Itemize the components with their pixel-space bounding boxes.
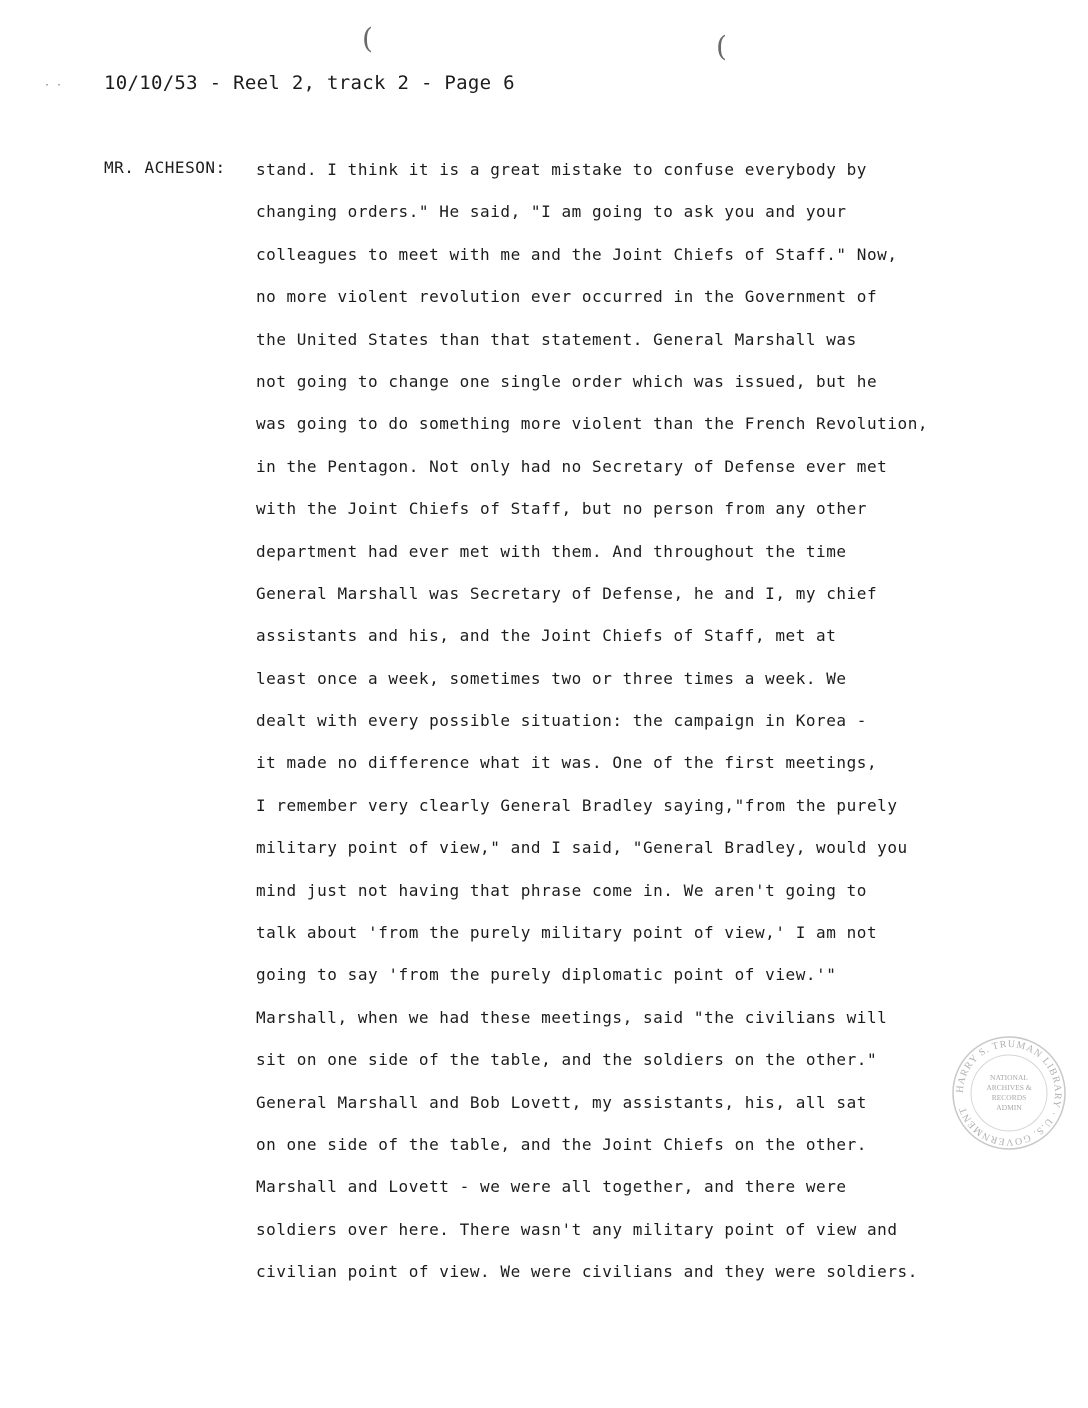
seal-ring-text: HARRY S. TRUMAN LIBRARY · U.S. GOVERNMENT	[954, 1038, 1064, 1148]
seal-center-line: RECORDS	[991, 1093, 1027, 1102]
archive-seal-stamp	[950, 1034, 1068, 1152]
transcript-line: the United States than that statement. General Marshall was	[256, 329, 857, 349]
transcript-line: stand. I think it is a great mistake to confuse everybody by	[256, 160, 867, 179]
transcript-line: dealt with every possible situation: the campaign in Korea -	[256, 711, 867, 731]
transcript-line: not going to change one single order which was issued, but he	[256, 371, 878, 391]
speaker-label: MR. ACHESON:	[104, 158, 226, 177]
transcript-line: with the Joint Chiefs of Staff, but no person from any other	[256, 499, 867, 519]
transcript-line: least once a week, sometimes two or three times a week. We	[256, 668, 847, 688]
transcript-line: civilian point of view. We were civilians and they were soldiers.	[256, 1262, 918, 1282]
transcript-line: mind just not having that phrase come in. We aren't going to	[256, 880, 867, 900]
punch-mark-right: (	[716, 30, 727, 63]
transcript-line: I remember very clearly General Bradley saying,"from the purely	[256, 795, 898, 815]
transcript-line: military point of view," and I said, "General Bradley, would you	[256, 838, 908, 858]
transcript-line: no more violent revolution ever occurred in the Government of	[256, 287, 878, 307]
transcript-line: talk about 'from the purely military point of view,' I am not	[256, 923, 878, 943]
transcript-line: soldiers over here. There wasn't any military point of view and	[256, 1219, 898, 1239]
transcript-line: going to say 'from the purely diplomatic point of view.'"	[256, 965, 837, 985]
transcript-line: changing orders." He said, "I am going to ask you and your	[256, 202, 847, 222]
transcript-line: General Marshall was Secretary of Defense, he and I, my chief	[256, 583, 878, 603]
transcript-line: Marshall and Lovett - we were all together, and there were	[256, 1177, 847, 1197]
transcript-line: assistants and his, and the Joint Chiefs of Staff, met at	[256, 626, 837, 646]
paper-specks: · ·	[44, 80, 63, 91]
transcript-line: in the Pentagon. Not only had no Secretary of Defense ever met	[256, 456, 888, 476]
punch-mark-left: (	[362, 22, 373, 55]
transcript-body	[256, 158, 976, 1303]
transcript-line: on one side of the table, and the Joint Chiefs on the other.	[256, 1134, 867, 1154]
transcript-line: department had ever met with them. And throughout the time	[256, 541, 847, 561]
transcript-line: it made no difference what it was. One of the first meetings,	[256, 753, 878, 773]
transcript-line: sit on one side of the table, and the soldiers on the other."	[256, 1050, 878, 1070]
transcript-line: was going to do something more violent than the French Revolution,	[256, 414, 929, 434]
seal-center-line: ARCHIVES &	[986, 1083, 1032, 1092]
seal-center-line: NATIONAL	[990, 1073, 1028, 1082]
transcript-line: colleagues to meet with me and the Joint Chiefs of Staff." Now,	[256, 244, 898, 264]
transcript-line: General Marshall and Bob Lovett, my assistants, his, all sat	[256, 1092, 867, 1112]
transcript-line: Marshall, when we had these meetings, said "the civilians will	[256, 1007, 888, 1027]
page-header: 10/10/53 - Reel 2, track 2 - Page 6	[104, 72, 515, 94]
seal-center-line: ADMIN	[996, 1103, 1022, 1112]
